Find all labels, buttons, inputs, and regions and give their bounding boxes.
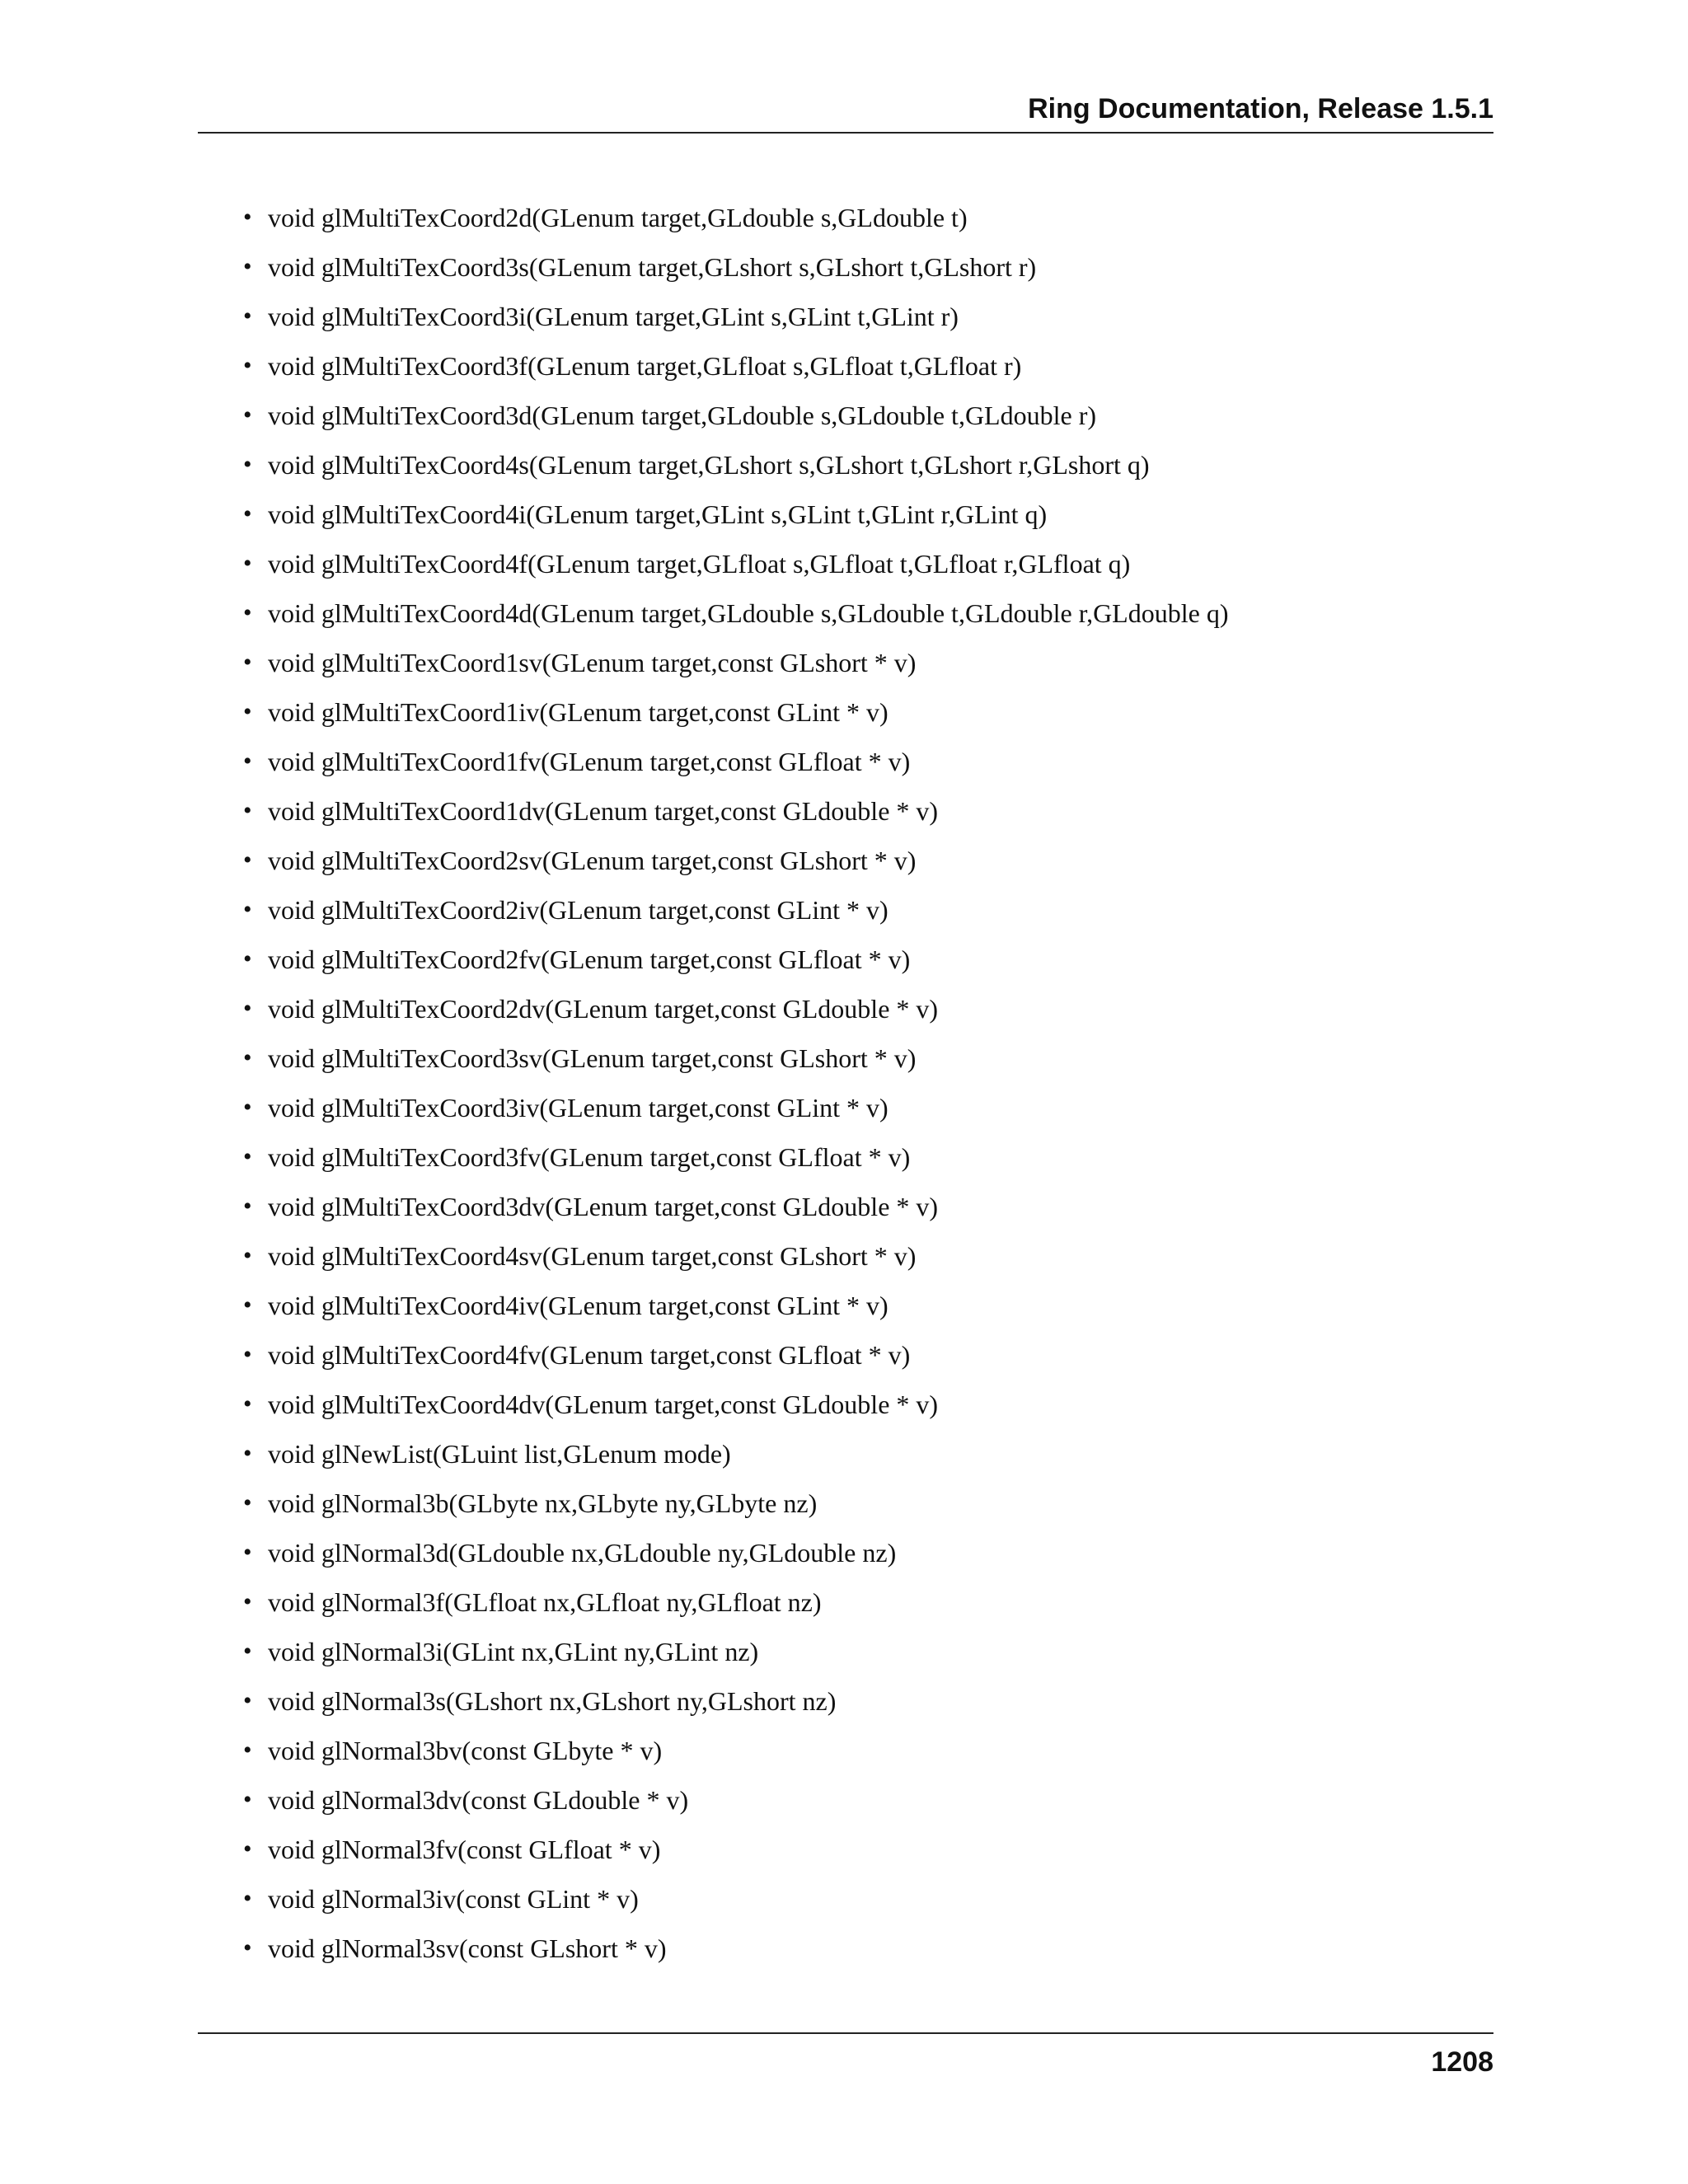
bullet-icon: •: [243, 698, 252, 725]
function-signature: void glMultiTexCoord3iv(GLenum target,const GLint * v): [268, 1093, 889, 1122]
list-item: [243, 1287, 1228, 1337]
bullet-icon: •: [243, 1687, 252, 1714]
function-signature: void glMultiTexCoord2dv(GLenum target,const GLdouble * v): [268, 994, 939, 1024]
list-item: [243, 1139, 1228, 1188]
list-item: [243, 743, 1228, 793]
page-number: 1208: [1431, 2046, 1493, 2078]
function-signature: void glMultiTexCoord3f(GLenum target,GLfloat s,GLfloat t,GLfloat r): [268, 351, 1022, 381]
function-signature: void glMultiTexCoord4i(GLenum target,GLint s,GLint t,GLint r,GLint q): [268, 499, 1048, 529]
bullet-icon: •: [243, 451, 252, 478]
list-item: [243, 991, 1228, 1040]
function-signature: void glNormal3iv(const GLint * v): [268, 1884, 639, 1914]
function-signature: void glNormal3bv(const GLbyte * v): [268, 1736, 663, 1765]
function-signature: void glNormal3sv(const GLshort * v): [268, 1933, 667, 1963]
bullet-icon: •: [243, 352, 252, 379]
function-signature: void glMultiTexCoord4s(GLenum target,GLshort s,GLshort t,GLshort r,GLshort q): [268, 450, 1150, 480]
function-signature: void glMultiTexCoord4sv(GLenum target,const GLshort * v): [268, 1241, 917, 1271]
list-item: [243, 1386, 1228, 1436]
list-item: [243, 842, 1228, 892]
function-signature: void glMultiTexCoord1iv(GLenum target,const GLint * v): [268, 697, 889, 727]
bullet-icon: •: [243, 599, 252, 626]
list-item: [243, 496, 1228, 546]
bullet-icon: •: [243, 945, 252, 972]
list-item: [243, 447, 1228, 496]
bullet-icon: •: [243, 1291, 252, 1319]
function-signature: void glMultiTexCoord1fv(GLenum target,const GLfloat * v): [268, 747, 911, 776]
list-item: [243, 1535, 1228, 1584]
function-signature: void glMultiTexCoord1dv(GLenum target,const GLdouble * v): [268, 796, 939, 826]
list-item: [243, 1732, 1228, 1782]
list-item: [243, 1584, 1228, 1633]
function-signature: void glMultiTexCoord4d(GLenum target,GLdouble s,GLdouble t,GLdouble r,GLdouble q): [268, 598, 1229, 628]
page-footer: [198, 2032, 1493, 2078]
bullet-icon: •: [243, 846, 252, 874]
bullet-icon: •: [243, 649, 252, 676]
list-item: [243, 1090, 1228, 1139]
bullet-icon: •: [243, 995, 252, 1022]
list-item: [243, 249, 1228, 298]
bullet-icon: •: [243, 1539, 252, 1566]
bullet-icon: •: [243, 1094, 252, 1121]
page-header: [198, 89, 1493, 134]
function-signature: void glMultiTexCoord4iv(GLenum target,const GLint * v): [268, 1291, 889, 1320]
bullet-icon: •: [243, 1044, 252, 1071]
bullet-icon: •: [243, 1638, 252, 1665]
function-signature: void glMultiTexCoord3sv(GLenum target,const GLshort * v): [268, 1043, 917, 1073]
bullet-icon: •: [243, 1736, 252, 1764]
list-item: [243, 1683, 1228, 1732]
bullet-icon: •: [243, 401, 252, 429]
function-signature: void glMultiTexCoord3i(GLenum target,GLint s,GLint t,GLint r): [268, 302, 959, 331]
function-signature: void glNormal3f(GLfloat nx,GLfloat ny,GLfloat nz): [268, 1587, 822, 1617]
function-signature: void glMultiTexCoord1sv(GLenum target,const GLshort * v): [268, 648, 917, 677]
bullet-icon: •: [243, 1489, 252, 1516]
function-signature: void glNormal3s(GLshort nx,GLshort ny,GLshort nz): [268, 1686, 837, 1716]
bullet-icon: •: [243, 1143, 252, 1170]
function-signature: void glMultiTexCoord4fv(GLenum target,const GLfloat * v): [268, 1340, 911, 1370]
list-item: [243, 793, 1228, 842]
bullet-icon: •: [243, 1588, 252, 1615]
list-item: [243, 1485, 1228, 1535]
function-signature: void glMultiTexCoord4f(GLenum target,GLfloat s,GLfloat t,GLfloat r,GLfloat q): [268, 549, 1131, 579]
function-signature: void glNormal3d(GLdouble nx,GLdouble ny,GLdouble nz): [268, 1538, 897, 1568]
function-signature: void glMultiTexCoord3s(GLenum target,GLshort s,GLshort t,GLshort r): [268, 252, 1037, 282]
list-item: [243, 199, 1228, 249]
bullet-icon: •: [243, 1885, 252, 1912]
function-signature: void glNormal3b(GLbyte nx,GLbyte ny,GLbyte nz): [268, 1488, 818, 1518]
bullet-icon: •: [243, 896, 252, 923]
list-item: [243, 546, 1228, 595]
list-item: [243, 1633, 1228, 1683]
list-item: [243, 1782, 1228, 1831]
bullet-icon: •: [243, 253, 252, 280]
bullet-icon: •: [243, 550, 252, 577]
function-signature: void glMultiTexCoord3d(GLenum target,GLdouble s,GLdouble t,GLdouble r): [268, 401, 1096, 430]
function-signature: void glMultiTexCoord3fv(GLenum target,const GLfloat * v): [268, 1142, 911, 1172]
list-item: [243, 1881, 1228, 1930]
function-signature: void glMultiTexCoord2d(GLenum target,GLdouble s,GLdouble t): [268, 203, 968, 232]
header-title: Ring Documentation, Release 1.5.1: [1028, 93, 1493, 124]
function-signature: void glNormal3fv(const GLfloat * v): [268, 1835, 661, 1864]
bullet-icon: •: [243, 1390, 252, 1418]
list-item: [243, 694, 1228, 743]
function-list: [243, 199, 1228, 1980]
bullet-icon: •: [243, 1341, 252, 1368]
bullet-icon: •: [243, 1835, 252, 1863]
list-item: [243, 1040, 1228, 1090]
function-signature: void glMultiTexCoord2sv(GLenum target,const GLshort * v): [268, 846, 917, 875]
list-item: [243, 1238, 1228, 1287]
bullet-icon: •: [243, 1934, 252, 1961]
bullet-icon: •: [243, 500, 252, 527]
list-item: [243, 941, 1228, 991]
list-item: [243, 595, 1228, 644]
bullet-icon: •: [243, 1193, 252, 1220]
bullet-icon: •: [243, 797, 252, 824]
bullet-icon: •: [243, 1440, 252, 1467]
list-item: [243, 1436, 1228, 1485]
list-item: [243, 397, 1228, 447]
bullet-icon: •: [243, 204, 252, 231]
list-item: [243, 892, 1228, 941]
list-item: [243, 298, 1228, 348]
list-item: [243, 348, 1228, 397]
list-item: [243, 1831, 1228, 1881]
function-signature: void glNormal3dv(const GLdouble * v): [268, 1785, 689, 1815]
bullet-icon: •: [243, 748, 252, 775]
function-signature: void glNewList(GLuint list,GLenum mode): [268, 1439, 731, 1469]
list-item: [243, 1188, 1228, 1238]
list-item: [243, 1337, 1228, 1386]
bullet-icon: •: [243, 1786, 252, 1813]
bullet-icon: •: [243, 302, 252, 330]
function-signature: void glMultiTexCoord2fv(GLenum target,const GLfloat * v): [268, 944, 911, 974]
list-item: [243, 1930, 1228, 1980]
function-signature: void glMultiTexCoord2iv(GLenum target,const GLint * v): [268, 895, 889, 925]
function-signature: void glNormal3i(GLint nx,GLint ny,GLint nz): [268, 1637, 759, 1666]
bullet-icon: •: [243, 1242, 252, 1269]
list-item: [243, 644, 1228, 694]
function-signature: void glMultiTexCoord4dv(GLenum target,const GLdouble * v): [268, 1390, 939, 1419]
function-signature: void glMultiTexCoord3dv(GLenum target,const GLdouble * v): [268, 1192, 939, 1221]
